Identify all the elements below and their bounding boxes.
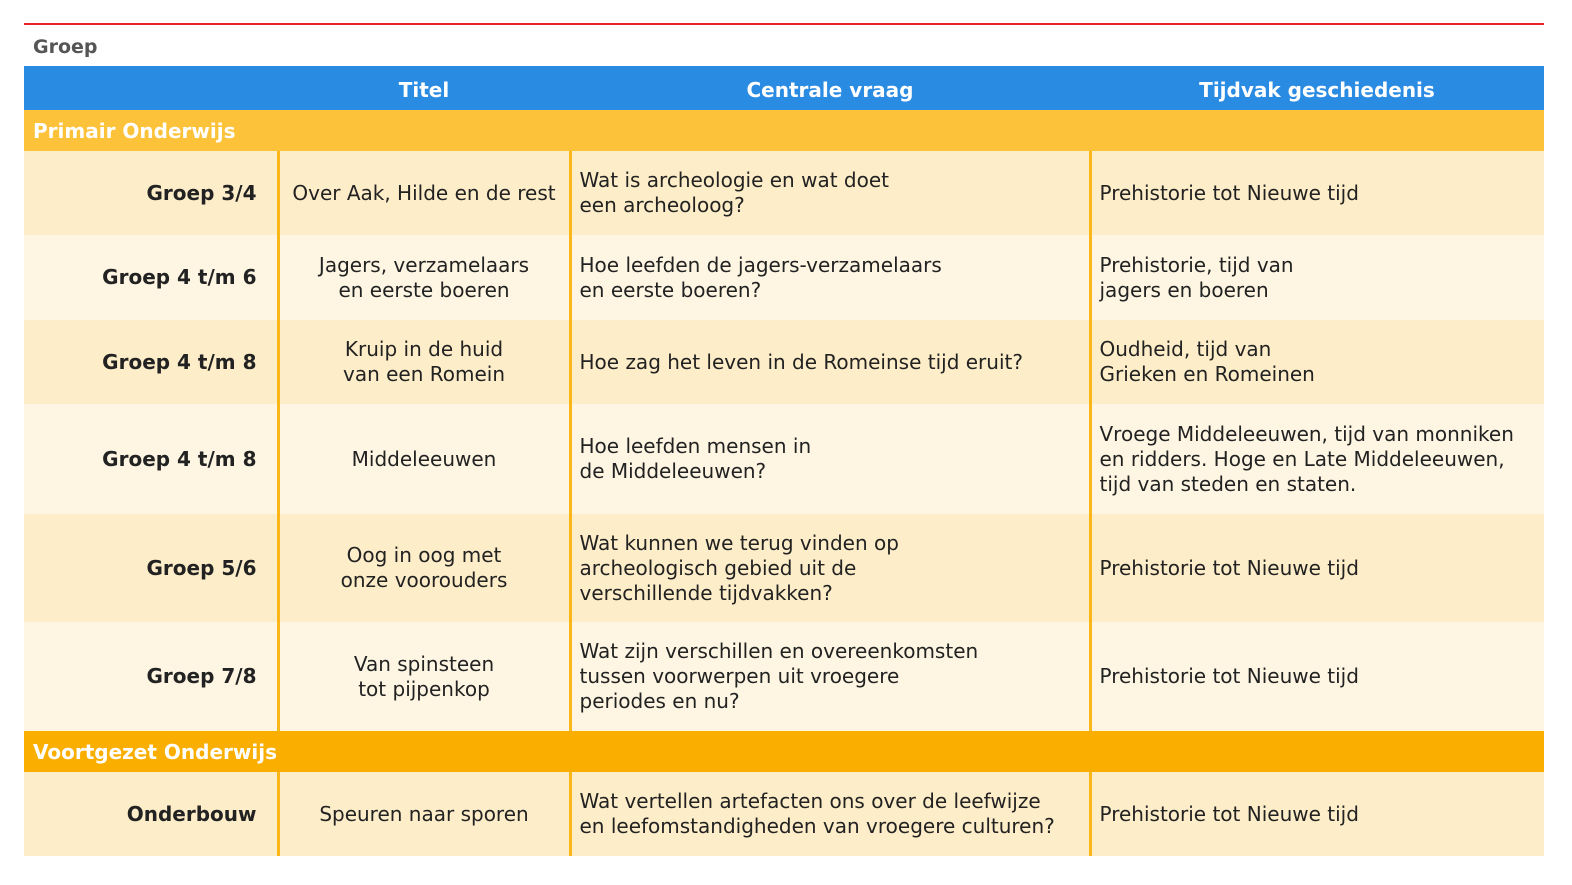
cell-titel: Middeleeuwen	[278, 404, 570, 514]
cell-tijdvak: Prehistorie tot Nieuwe tijd	[1090, 514, 1544, 622]
section-label-primair: Primair Onderwijs	[24, 110, 1544, 151]
cell-vraag: Wat zijn verschillen en overeenkomsten tussen voorwerpen uit vroegere periodes en nu?	[570, 622, 1090, 731]
cell-titel: Kruip in de huid van een Romein	[278, 320, 570, 404]
table-row	[24, 514, 1544, 622]
cell-titel: Speuren naar sporen	[278, 772, 570, 856]
cell-tijdvak: Prehistorie, tijd van jagers en boeren	[1090, 235, 1544, 320]
cell-tijdvak: Oudheid, tijd van Grieken en Romeinen	[1090, 320, 1544, 404]
cell-vraag: Wat is archeologie en wat doet een archeoloog?	[570, 151, 1090, 235]
cell-groep: Groep 4 t/m 6	[24, 235, 278, 320]
table-row	[24, 622, 1544, 731]
table-row	[24, 151, 1544, 235]
cell-groep: Groep 7/8	[24, 622, 278, 731]
section-label-voortgezet: Voortgezet Onderwijs	[24, 731, 1544, 772]
header-empty	[24, 66, 278, 110]
table-row	[24, 235, 1544, 320]
cell-groep: Groep 3/4	[24, 151, 278, 235]
cell-vraag: Hoe zag het leven in de Romeinse tijd eruit?	[570, 320, 1090, 404]
group-column-heading: Groep	[33, 36, 98, 58]
top-divider	[24, 23, 1544, 25]
cell-groep: Groep 4 t/m 8	[24, 404, 278, 514]
header-titel: Titel	[278, 66, 570, 110]
table-row	[24, 320, 1544, 404]
cell-groep: Groep 5/6	[24, 514, 278, 622]
cell-tijdvak: Vroege Middeleeuwen, tijd van monniken en ridders. Hoge en Late Middeleeuwen, tijd van steden en staten.	[1090, 404, 1544, 514]
table-row	[24, 772, 1544, 856]
cell-vraag: Wat vertellen artefacten ons over de leefwijze en leefomstandigheden van vroegere culturen?	[570, 772, 1090, 856]
section-primair	[24, 110, 1544, 151]
cell-titel: Jagers, verzamelaars en eerste boeren	[278, 235, 570, 320]
cell-vraag: Wat kunnen we terug vinden op archeologisch gebied uit de verschillende tijdvakken?	[570, 514, 1090, 622]
lesson-table	[24, 66, 1544, 856]
header-centrale-vraag: Centrale vraag	[570, 66, 1090, 110]
cell-groep: Groep 4 t/m 8	[24, 320, 278, 404]
cell-titel: Oog in oog met onze voorouders	[278, 514, 570, 622]
cell-groep: Onderbouw	[24, 772, 278, 856]
cell-vraag: Hoe leefden mensen in de Middeleeuwen?	[570, 404, 1090, 514]
cell-titel: Van spinsteen tot pijpenkop	[278, 622, 570, 731]
cell-titel: Over Aak, Hilde en de rest	[278, 151, 570, 235]
header-tijdvak: Tijdvak geschiedenis	[1090, 66, 1544, 110]
table-header-row	[24, 66, 1544, 110]
section-voortgezet	[24, 731, 1544, 772]
table-row	[24, 404, 1544, 514]
cell-tijdvak: Prehistorie tot Nieuwe tijd	[1090, 151, 1544, 235]
cell-tijdvak: Prehistorie tot Nieuwe tijd	[1090, 622, 1544, 731]
cell-vraag: Hoe leefden de jagers-verzamelaars en eerste boeren?	[570, 235, 1090, 320]
cell-tijdvak: Prehistorie tot Nieuwe tijd	[1090, 772, 1544, 856]
